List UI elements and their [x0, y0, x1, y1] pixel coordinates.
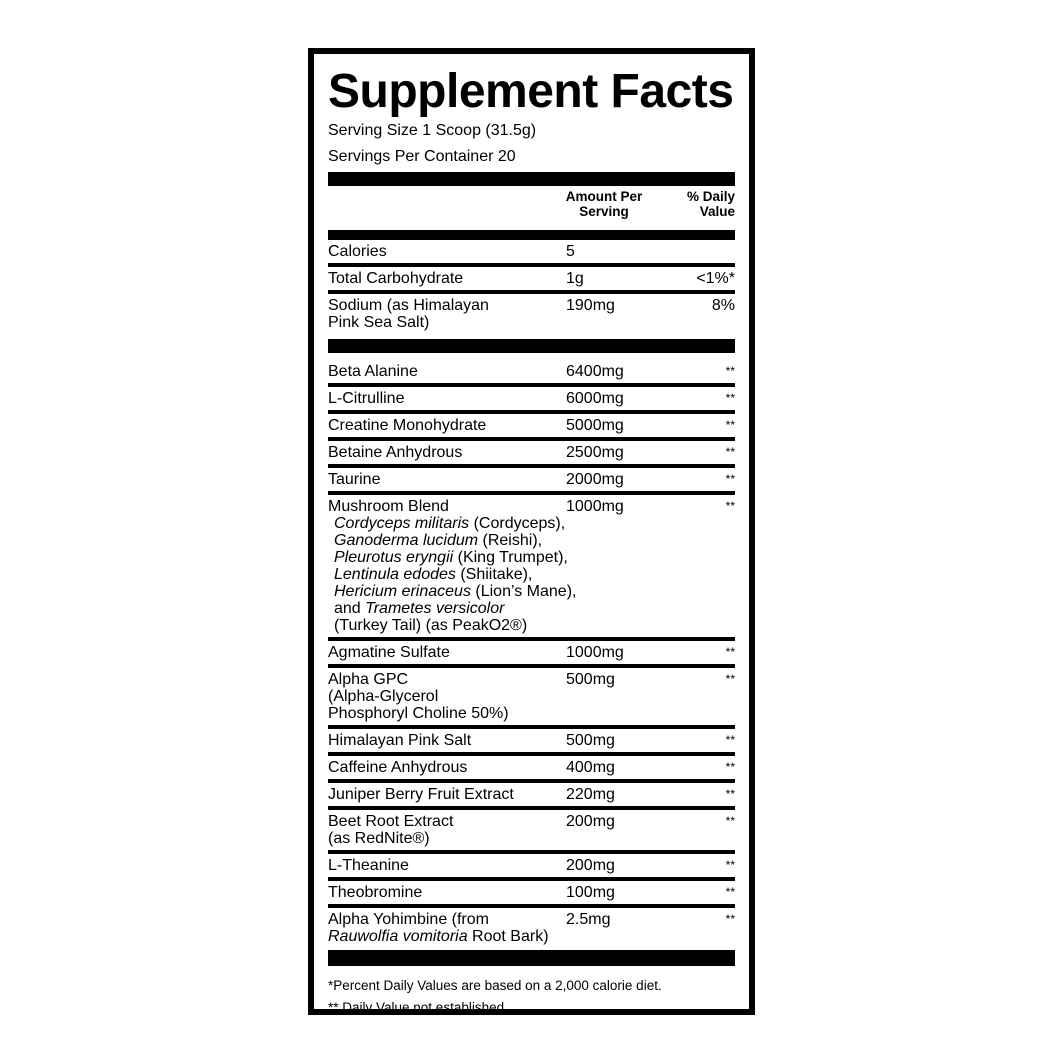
- nutrient-row: Sodium (as Himalayan Pink Sea Salt) 190mg 8%: [328, 297, 735, 331]
- ingredient-row: Creatine Monohydrate 5000mg **: [328, 414, 735, 441]
- column-header: [328, 186, 735, 230]
- ingredient-row: Caffeine Anhydrous 400mg **: [328, 756, 735, 783]
- ingredient-row: L-Theanine 200mg **: [328, 854, 735, 881]
- panel-title: Supplement Facts: [328, 65, 734, 118]
- ingredient-row: Beta Alanine 6400mg **: [328, 360, 735, 387]
- ingredient-row: Agmatine Sulfate 1000mg **: [328, 641, 735, 668]
- ingredient-row: Alpha Yohimbine (from Rauwolfia vomitoria Root Bark) 2.5mg **: [328, 911, 735, 945]
- amount-per-serving-header: Amount Per Serving: [565, 189, 643, 219]
- ingredient-row: Betaine Anhydrous 2500mg **: [328, 441, 735, 468]
- footnote-percent-daily-value: *Percent Daily Values are based on a 2,000 calorie diet.: [328, 978, 662, 993]
- ingredient-row: Juniper Berry Fruit Extract 220mg **: [328, 783, 735, 810]
- ingredient-row: Taurine 2000mg **: [328, 468, 735, 495]
- ingredient-row-mushroom-blend: Mushroom Blend Cordyceps militaris (Cordyceps), Ganoderma lucidum (Reishi), Pleurotus eryngii (King Trumpet), Lentinula edodes (Shiitake), Hericium erinaceus (Lion’s Mane), and Trametes versicolor (Turkey Tail) (as PeakO2®) 1000mg **: [328, 495, 735, 641]
- thick-divider: [328, 230, 735, 240]
- thick-divider: [328, 950, 735, 966]
- thick-divider: [328, 172, 735, 186]
- supplement-facts-panel: [308, 48, 755, 1015]
- ingredient-row: L-Citrulline 6000mg **: [328, 387, 735, 414]
- serving-size: Serving Size 1 Scoop (31.5g): [328, 122, 537, 139]
- ingredient-row: Alpha GPC (Alpha-Glycerol Phosphoryl Choline 50%) 500mg **: [328, 668, 735, 729]
- nutrient-row: Calories 5: [328, 240, 735, 267]
- thick-divider: [328, 339, 735, 353]
- footnote-not-established: ** Daily Value not established: [328, 1000, 505, 1015]
- nutrient-row: Total Carbohydrate 1g <1%*: [328, 267, 735, 294]
- ingredient-row: Beet Root Extract (as RedNite®) 200mg **: [328, 810, 735, 854]
- blend-components: Cordyceps militaris (Cordyceps), Ganoderma lucidum (Reishi), Pleurotus eryngii (King Trumpet), Lentinula edodes (Shiitake), Hericium erinaceus (Lion’s Mane), and Trametes versicolor (Turkey Tail) (as PeakO2®): [334, 515, 577, 634]
- ingredient-row: Himalayan Pink Salt 500mg **: [328, 729, 735, 756]
- ingredient-row: Theobromine 100mg **: [328, 881, 735, 908]
- servings-per-container: Servings Per Container 20: [328, 148, 516, 165]
- daily-value-header: % Daily Value: [686, 189, 735, 219]
